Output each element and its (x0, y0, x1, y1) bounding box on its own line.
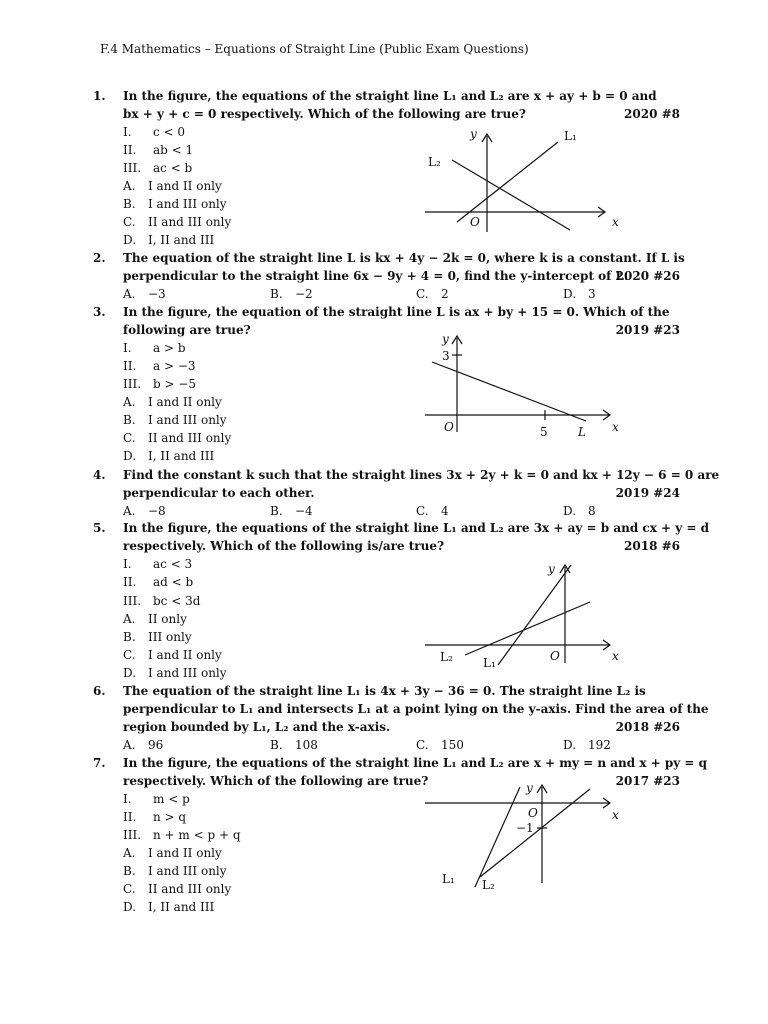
choice-label: A. (123, 395, 136, 409)
statement-label: III. (123, 377, 142, 391)
choice-text: I and II only (148, 179, 222, 193)
statement-label: I. (123, 125, 132, 139)
statement-text: ad < b (153, 575, 194, 589)
y-axis-label: y (526, 781, 533, 795)
choice-label: B. (123, 197, 136, 211)
choice-text: II only (148, 612, 187, 626)
choice-text: 192 (588, 738, 611, 752)
choice-text: 3 (588, 287, 596, 301)
choice-text: I, II and III (148, 233, 215, 247)
statement-label: III. (123, 161, 142, 175)
statement-label: III. (123, 594, 142, 608)
choice-text: I, II and III (148, 900, 215, 914)
page-header: F.4 Mathematics – Equations of Straight Line (Public Exam Questions) (100, 42, 529, 56)
origin-label: O (528, 806, 538, 820)
choice-label: B. (123, 864, 136, 878)
choice-label: A. (123, 179, 136, 193)
choice-label: C. (416, 504, 429, 518)
question-text-line: Find the constant k such that the straight lines 3x + 2y + k = 0 and kx + 12y − 6 = 0 are (123, 468, 720, 482)
question-text-line: following are true? (123, 323, 251, 337)
figure-q3 (420, 332, 630, 442)
x-axis-label: x (612, 215, 619, 229)
choice-label: D. (123, 233, 137, 247)
choice-text: −8 (148, 504, 166, 518)
statement-text: ac < b (153, 161, 193, 175)
choice-label: A. (123, 612, 136, 626)
question-year: 2019 #24 (615, 486, 680, 500)
question-text-line: respectively. Which of the following is/are true? (123, 539, 444, 553)
tick-label-5: 5 (540, 425, 548, 439)
question-text-line: perpendicular to each other. (123, 486, 315, 500)
question-text-line: In the figure, the equation of the straight line L is ax + by + 15 = 0. Which of the (123, 305, 670, 319)
line-l1 (457, 142, 558, 222)
y-axis-label: y (442, 332, 449, 346)
choice-label: B. (123, 413, 136, 427)
choice-text: 8 (588, 504, 596, 518)
origin-label: O (444, 420, 454, 434)
choice-text: 108 (295, 738, 318, 752)
choice-label: C. (123, 431, 136, 445)
choice-text: I and II only (148, 648, 222, 662)
choice-label: D. (563, 504, 577, 518)
question-text-line: The equation of the straight line L₁ is 4x + 3y − 36 = 0. The straight line L₂ is (123, 684, 646, 698)
choice-text: II and III only (148, 431, 232, 445)
choice-text: −4 (295, 504, 313, 518)
question-year: 2017 #23 (615, 774, 680, 788)
choice-label: D. (123, 666, 137, 680)
choice-label: B. (123, 630, 136, 644)
tick-label-neg1: −1 (516, 821, 534, 835)
choice-text: −2 (295, 287, 313, 301)
choice-label: B. (270, 287, 283, 301)
l-label: L (578, 425, 586, 439)
question-text-line: The equation of the straight line L is kx + 4y − 2k = 0, where k is a constant. If L is (123, 251, 685, 265)
choice-text: I and III only (148, 864, 227, 878)
statement-text: a > b (153, 341, 186, 355)
tick-label-3: 3 (442, 349, 450, 363)
statement-text: b > −5 (153, 377, 197, 391)
question-number: 2. (93, 251, 106, 265)
question-text-line: perpendicular to L₁ and intersects L₁ at a point lying on the y-axis. Find the area of the (123, 702, 709, 716)
question-year: 2018 #6 (624, 539, 680, 553)
choice-label: D. (123, 449, 137, 463)
line-l2 (465, 602, 590, 655)
statement-label: I. (123, 792, 132, 806)
question-year: 2020 #26 (615, 269, 680, 283)
choice-label: A. (123, 287, 136, 301)
statement-text: n + m < p + q (153, 828, 241, 842)
choice-label: D. (563, 738, 577, 752)
question-number: 4. (93, 468, 106, 482)
choice-label: C. (416, 287, 429, 301)
question-year: 2018 #26 (615, 720, 680, 734)
statement-text: ab < 1 (153, 143, 194, 157)
statement-label: II. (123, 359, 137, 373)
statement-text: c < 0 (153, 125, 186, 139)
statement-label: III. (123, 828, 142, 842)
l2-label: L₂ (428, 155, 441, 169)
choice-text: III only (148, 630, 192, 644)
choice-text: 2 (441, 287, 449, 301)
choice-label: C. (123, 215, 136, 229)
l2-label: L₂ (440, 650, 453, 664)
question-year: 2020 #8 (624, 107, 680, 121)
question-text-line: respectively. Which of the following are true? (123, 774, 429, 788)
l1-label: L₁ (483, 656, 496, 670)
l1-label: L₁ (564, 129, 577, 143)
x-axis-label: x (612, 808, 619, 822)
question-text-line: region bounded by L₁, L₂ and the x-axis. (123, 720, 391, 734)
choice-label: A. (123, 846, 136, 860)
question-number: 3. (93, 305, 106, 319)
choice-label: B. (270, 738, 283, 752)
choice-label: B. (270, 504, 283, 518)
choice-label: A. (123, 738, 136, 752)
choice-text: I and III only (148, 666, 227, 680)
question-text-line: perpendicular to the straight line 6x − 9y + 4 = 0, find the y-intercept of L. (123, 269, 629, 283)
figure-q1 (420, 120, 630, 235)
choice-text: 96 (148, 738, 164, 752)
statement-label: II. (123, 810, 137, 824)
question-text-line: In the figure, the equations of the straight line L₁ and L₂ are x + ay + b = 0 and (123, 89, 657, 103)
question-number: 6. (93, 684, 106, 698)
question-number: 5. (93, 521, 106, 535)
line-l1 (475, 787, 520, 887)
choice-text: I and III only (148, 413, 227, 427)
choice-text: II and III only (148, 215, 232, 229)
origin-label: O (470, 215, 480, 229)
statement-text: ac < 3 (153, 557, 193, 571)
statement-text: m < p (153, 792, 190, 806)
question-text-line: bx + y + c = 0 respectively. Which of the following are true? (123, 107, 526, 121)
statement-label: II. (123, 575, 137, 589)
choice-text: −3 (148, 287, 166, 301)
choice-label: D. (563, 287, 577, 301)
l1-label: L₁ (442, 872, 455, 886)
choice-text: 4 (441, 504, 449, 518)
figure-q7 (420, 775, 630, 895)
y-axis-label: y (548, 562, 555, 576)
y-axis-label: y (470, 127, 477, 141)
statement-label: I. (123, 557, 132, 571)
x-axis-label: x (612, 649, 619, 663)
choice-text: I and II only (148, 395, 222, 409)
choice-text: II and III only (148, 882, 232, 896)
choice-text: I, II and III (148, 449, 215, 463)
question-text-line: In the figure, the equations of the straight line L₁ and L₂ are x + my = n and x + py = q (123, 756, 708, 770)
origin-label: O (550, 649, 560, 663)
choice-label: C. (123, 648, 136, 662)
figure-q5 (420, 555, 630, 670)
l2-label: L₂ (482, 878, 495, 892)
question-number: 7. (93, 756, 106, 770)
statement-label: I. (123, 341, 132, 355)
question-text-line: In the figure, the equations of the straight line L₁ and L₂ are 3x + ay = b and cx + y = d (123, 521, 710, 535)
statement-text: n > q (153, 810, 187, 824)
line-l2 (480, 789, 590, 877)
x-axis-label: x (612, 420, 619, 434)
line-l (432, 362, 586, 421)
statement-text: bc < 3d (153, 594, 201, 608)
choice-label: D. (123, 900, 137, 914)
choice-text: I and II only (148, 846, 222, 860)
question-number: 1. (93, 89, 106, 103)
statement-text: a > −3 (153, 359, 196, 373)
choice-label: C. (416, 738, 429, 752)
statement-label: II. (123, 143, 137, 157)
choice-text: 150 (441, 738, 464, 752)
choice-text: I and III only (148, 197, 227, 211)
choice-label: C. (123, 882, 136, 896)
question-year: 2019 #23 (615, 323, 680, 337)
choice-label: A. (123, 504, 136, 518)
